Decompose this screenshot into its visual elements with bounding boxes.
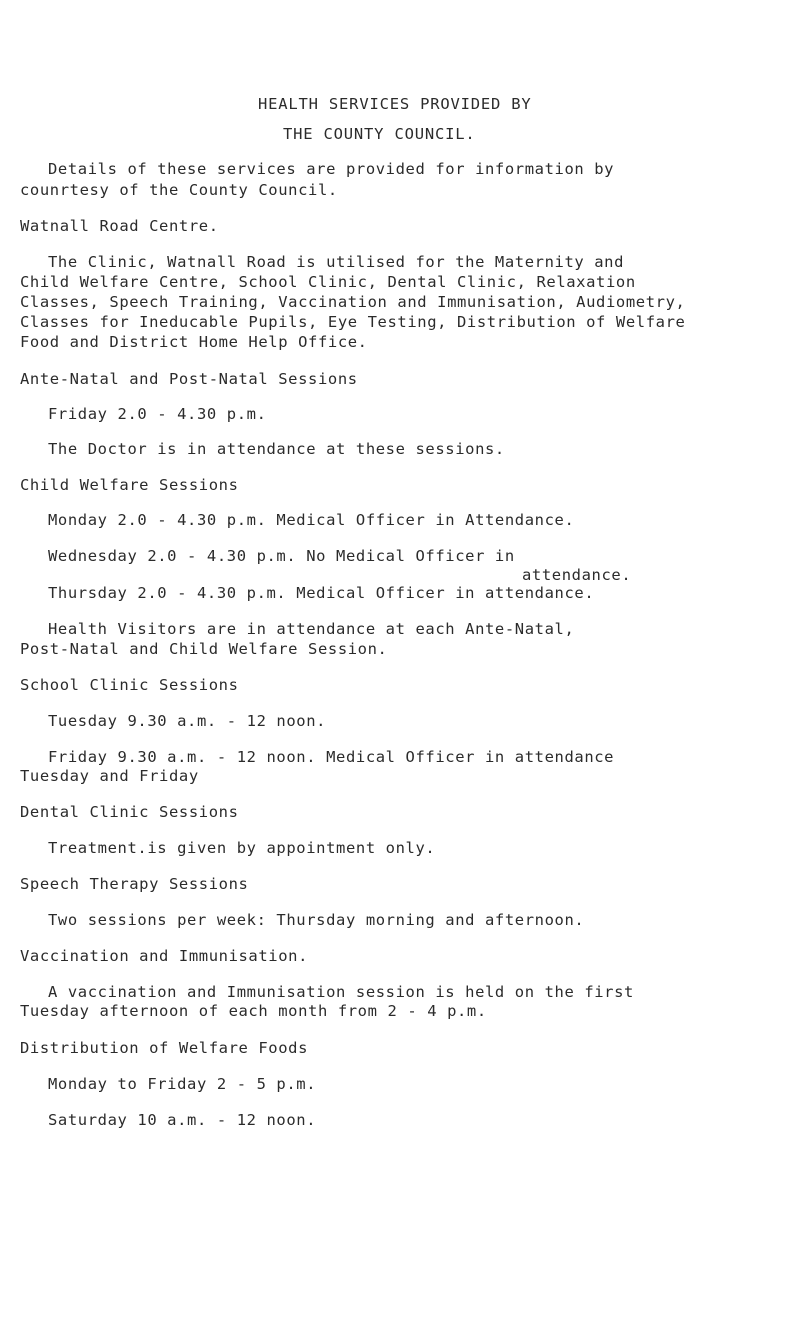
title-line-1: HEALTH SERVICES PROVIDED BY — [258, 95, 532, 113]
school-clinic-friday: Friday 9.30 a.m. - 12 noon. Medical Officer in attendance — [48, 748, 615, 766]
section-heading-speech: Speech Therapy Sessions — [20, 875, 249, 893]
child-welfare-wednesday-cont: attendance. — [522, 566, 632, 584]
section-heading-child-welfare: Child Welfare Sessions — [20, 476, 239, 494]
section-heading-watnall-road: Watnall Road Centre. — [20, 217, 219, 235]
child-welfare-wednesday: Wednesday 2.0 - 4.30 p.m. No Medical Officer in — [48, 547, 515, 565]
section-heading-vaccination: Vaccination and Immunisation. — [20, 947, 309, 965]
dental-text: Treatment.is given by appointment only. — [48, 839, 436, 857]
centre-text-line-4: Classes for Ineducable Pupils, Eye Testing, Distribution of Welfare — [20, 313, 686, 331]
centre-text-line-1: The Clinic, Watnall Road is utilised for the Maternity and — [48, 253, 625, 271]
antenatal-note: The Doctor is in attendance at these sessions. — [48, 440, 505, 458]
health-visitors-line-1: Health Visitors are in attendance at each Ante-Natal, — [48, 620, 575, 638]
intro-line-1: Details of these services are provided for information by — [48, 160, 615, 178]
welfare-foods-saturday: Saturday 10 a.m. - 12 noon. — [48, 1111, 317, 1129]
title-line-2: THE COUNTY COUNCIL. — [283, 125, 476, 143]
antenatal-time: Friday 2.0 - 4.30 p.m. — [48, 405, 267, 423]
centre-text-line-2: Child Welfare Centre, School Clinic, Dental Clinic, Relaxation — [20, 273, 636, 291]
speech-text: Two sessions per week: Thursday morning and afternoon. — [48, 911, 585, 929]
vaccination-line-2: Tuesday afternoon of each month from 2 - 4 p.m. — [20, 1002, 487, 1020]
centre-text-line-3: Classes, Speech Training, Vaccination and Immunisation, Audiometry, — [20, 293, 686, 311]
section-heading-antenatal: Ante-Natal and Post-Natal Sessions — [20, 370, 358, 388]
intro-line-2: counrtesy of the County Council. — [20, 181, 338, 199]
child-welfare-thursday: Thursday 2.0 - 4.30 p.m. Medical Officer in attendance. — [48, 584, 595, 602]
school-clinic-friday-cont: Tuesday and Friday — [20, 767, 199, 785]
section-heading-welfare-foods: Distribution of Welfare Foods — [20, 1039, 309, 1057]
child-welfare-monday: Monday 2.0 - 4.30 p.m. Medical Officer in Attendance. — [48, 511, 575, 529]
section-heading-dental: Dental Clinic Sessions — [20, 803, 239, 821]
school-clinic-tuesday: Tuesday 9.30 a.m. - 12 noon. — [48, 712, 327, 730]
welfare-foods-weekdays: Monday to Friday 2 - 5 p.m. — [48, 1075, 317, 1093]
vaccination-line-1: A vaccination and Immunisation session is held on the first — [48, 983, 634, 1001]
section-heading-school-clinic: School Clinic Sessions — [20, 676, 239, 694]
centre-text-line-5: Food and District Home Help Office. — [20, 333, 368, 351]
health-visitors-line-2: Post-Natal and Child Welfare Session. — [20, 640, 388, 658]
